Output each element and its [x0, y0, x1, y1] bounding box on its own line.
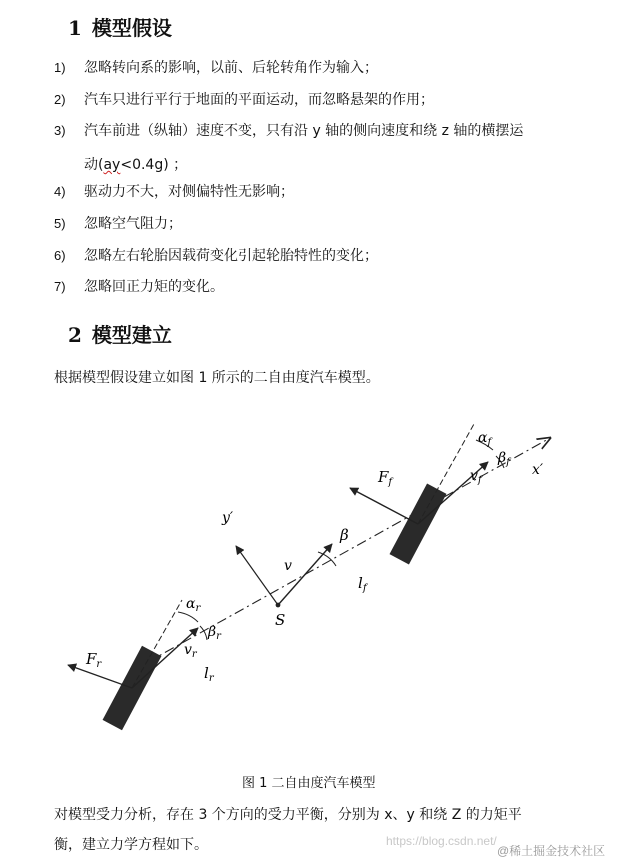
x-prime-label: x′ [532, 462, 544, 478]
section-number: 2 [68, 323, 82, 347]
F-r-label: $F_r$ [86, 650, 102, 670]
lateral-accel-symbol: ay [103, 157, 121, 173]
beta-label: β [340, 526, 349, 544]
analysis-paragraph-line-2: 衡，建立力学方程如下。 [54, 837, 208, 853]
S-label: S [275, 611, 286, 629]
section-1-heading [68, 12, 172, 41]
x-prime-axis [130, 438, 550, 672]
item-text: 汽车前进（纵轴）速度不变，只有沿 y 轴的侧向速度和绕 z 轴的横摆运 [84, 123, 524, 139]
continuation-text-end: <0.4g) ； [120, 157, 188, 173]
l-f-label: $l_f$ [358, 574, 367, 594]
section-2-heading [68, 319, 172, 348]
item-text: 忽略左右轮胎因载荷变化引起轮胎特性的变化； [84, 248, 378, 264]
figure-caption: 图 1 二自由度汽车模型 [242, 776, 376, 791]
analysis-paragraph-line-1: 对模型受力分析，存在 3 个方向的受力平衡，分别为 x、y 和绕 Z 的力矩平 [54, 807, 522, 823]
intro-paragraph: 根据模型假设建立如图 1 所示的二自由度汽车模型。 [54, 370, 380, 386]
beta-f-label: $\beta_f$ [498, 450, 510, 468]
y-prime-axis [236, 546, 278, 605]
alpha-f-label: $\alpha_f$ [478, 430, 492, 448]
continuation-text: 动( [84, 157, 104, 173]
alpha-r-label: $\alpha_r$ [186, 596, 201, 614]
section-number: 1 [68, 16, 82, 40]
item-number: 2) [54, 92, 66, 107]
beta-r-label: $\beta_r$ [208, 624, 221, 642]
cg-velocity-arrow [278, 544, 332, 605]
item-text-continuation [84, 154, 187, 174]
item-number: 5) [54, 216, 66, 231]
v-f-label: $v_f$ [470, 468, 482, 486]
v-r-label: $v_r$ [184, 642, 197, 660]
item-number: 1) [54, 60, 66, 75]
v-label: v [284, 558, 292, 574]
item-number: 7) [54, 279, 66, 294]
watermark-site: @稀土掘金技术社区 [497, 844, 606, 858]
item-text: 忽略回正力矩的变化。 [84, 279, 224, 295]
item-number: 6) [54, 248, 66, 263]
item-number: 4) [54, 184, 66, 199]
bicycle-model-figure [0, 410, 623, 770]
front-force-arrow [350, 488, 418, 524]
item-text: 忽略转向系的影响，以前、后轮转角作为输入； [84, 60, 378, 76]
item-text: 忽略空气阻力； [84, 216, 182, 232]
section-title: 模型假设 [91, 16, 172, 40]
item-number: 3) [54, 123, 66, 138]
l-r-label: $l_r$ [204, 664, 214, 684]
section-title: 模型建立 [91, 323, 172, 347]
y-prime-label: y′ [222, 510, 234, 526]
item-text: 汽车只进行平行于地面的平面运动，而忽略悬架的作用； [84, 92, 434, 108]
item-text: 驱动力不大，对侧偏特性无影响； [84, 184, 294, 200]
watermark-url: https://blog.csdn.net/ [386, 834, 497, 848]
beta-arc [318, 552, 336, 566]
F-f-label: $F_f$ [378, 468, 393, 488]
